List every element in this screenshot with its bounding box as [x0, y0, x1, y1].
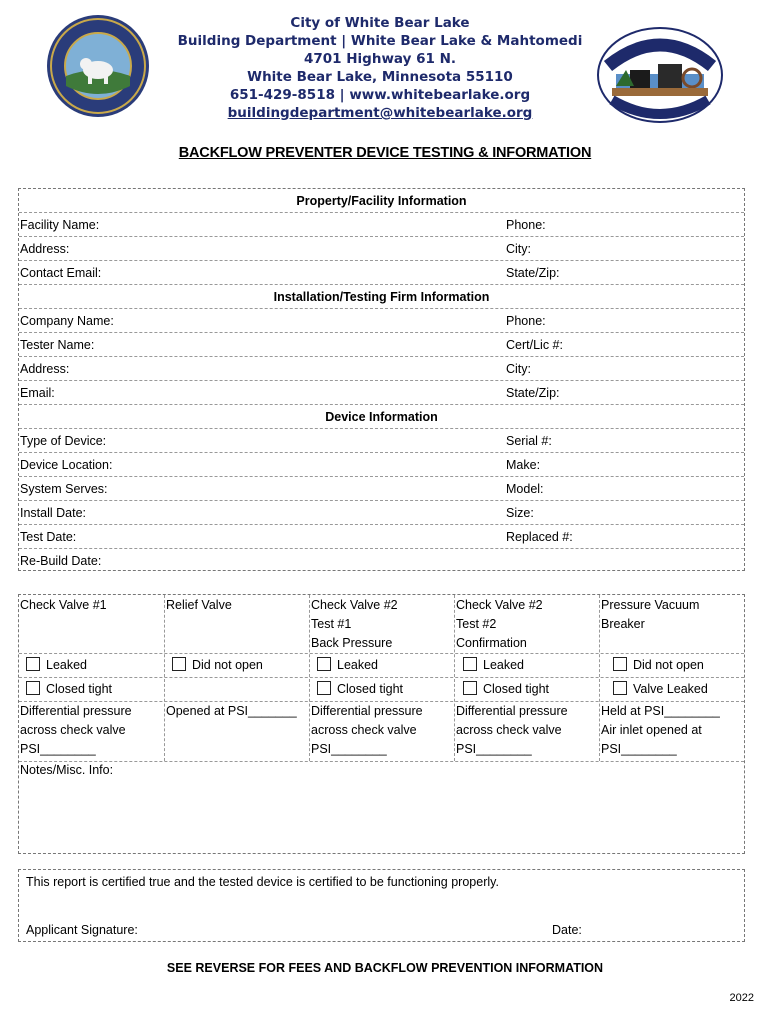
- city-contact-block: [170, 14, 590, 122]
- checkbox-label: Closed tight: [46, 682, 113, 696]
- checkbox-box[interactable]: [463, 657, 477, 671]
- pvb-header: [601, 596, 699, 634]
- checkbox-label: Leaked: [483, 658, 525, 672]
- serial-label: Serial #:: [506, 434, 552, 448]
- checkbox-label: Leaked: [337, 658, 379, 672]
- size-label: Size:: [506, 506, 534, 520]
- header-line: Breaker: [601, 617, 645, 631]
- header-line: Confirmation: [456, 636, 527, 650]
- field-line: Opened at PSI_______: [166, 704, 297, 718]
- system-serves-label: System Serves:: [20, 482, 108, 496]
- relief-valve-column: [165, 595, 310, 761]
- rebuild-date-label: Re-Build Date:: [20, 554, 102, 568]
- form-row[interactable]: [19, 261, 744, 285]
- street-address: 4701 Highway 61 N.: [303, 51, 457, 67]
- relief-valve-header: Relief Valve: [166, 598, 232, 612]
- form-row[interactable]: [19, 309, 744, 333]
- form-row[interactable]: [19, 333, 744, 357]
- city-seal-logo: [46, 14, 150, 118]
- phone-label: Phone:: [506, 314, 546, 328]
- form-row[interactable]: [19, 429, 744, 453]
- department-name: Building Department | White Bear Lake & Mahtomedi: [177, 33, 583, 49]
- signature-date-label[interactable]: Date:: [552, 923, 582, 937]
- checkbox-box[interactable]: [613, 657, 627, 671]
- notes-label[interactable]: Notes/Misc. Info:: [20, 763, 114, 777]
- field-line: PSI________: [311, 742, 387, 756]
- type-of-device-label: Type of Device:: [20, 434, 107, 448]
- information-form: [18, 188, 745, 571]
- checkbox-box[interactable]: [172, 657, 186, 671]
- rv-opened-at-field[interactable]: [166, 702, 297, 721]
- device-location-label: Device Location:: [20, 458, 113, 472]
- address-label: Address:: [20, 362, 70, 376]
- letterhead: [0, 12, 770, 124]
- checkbox-box[interactable]: [26, 657, 40, 671]
- company-name-label: Company Name:: [20, 314, 114, 328]
- pvb-pressure-field[interactable]: [601, 702, 720, 759]
- field-line: Differential pressure: [456, 704, 568, 718]
- cv2b-closed-tight-checkbox[interactable]: [463, 681, 549, 697]
- pvb-did-not-open-checkbox[interactable]: [613, 657, 704, 673]
- model-label: Model:: [506, 482, 544, 496]
- tester-name-label: Tester Name:: [20, 338, 95, 352]
- install-date-label: Install Date:: [20, 506, 87, 520]
- checkbox-box[interactable]: [317, 657, 331, 671]
- header-line: Check Valve #2: [311, 598, 398, 612]
- form-title: BACKFLOW PREVENTER DEVICE TESTING & INFORMATION: [178, 145, 592, 161]
- header-line: Back Pressure: [311, 636, 393, 650]
- header-line: Check Valve #2: [456, 598, 543, 612]
- certification-statement: This report is certified true and the tested device is certified to be functioning properly.: [26, 875, 499, 889]
- form-row[interactable]: [19, 501, 744, 525]
- form-row[interactable]: [19, 453, 744, 477]
- cv1-pressure-field[interactable]: [20, 702, 132, 759]
- cv2a-pressure-field[interactable]: [311, 702, 423, 759]
- header-line: Test #1: [311, 617, 352, 631]
- field-line: Held at PSI________: [601, 704, 720, 718]
- form-row[interactable]: [19, 357, 744, 381]
- certification-box: [18, 869, 745, 942]
- state-zip-label: State/Zip:: [506, 266, 560, 280]
- field-line: Differential pressure: [20, 704, 132, 718]
- header-line: Pressure Vacuum: [601, 598, 700, 612]
- form-year: 2022: [729, 992, 754, 1004]
- section-heading-device: Device Information: [19, 405, 744, 429]
- city-name: City of White Bear Lake: [290, 15, 470, 31]
- header-line: Test #2: [456, 617, 497, 631]
- cv2b-pressure-field[interactable]: [456, 702, 568, 759]
- divider: [19, 761, 744, 762]
- field-line: PSI________: [456, 742, 532, 756]
- checkbox-label: Valve Leaked: [633, 682, 708, 696]
- email-label: Email:: [20, 386, 55, 400]
- section-heading-firm: Installation/Testing Firm Information: [19, 285, 744, 309]
- state-zip-label: State/Zip:: [506, 386, 560, 400]
- field-line: across check valve: [20, 723, 126, 737]
- field-line: across check valve: [456, 723, 562, 737]
- form-row[interactable]: [19, 549, 744, 573]
- contact-email-label: Contact Email:: [20, 266, 102, 280]
- divider: [19, 653, 744, 654]
- valve-test-table: [18, 594, 745, 854]
- cv1-leaked-checkbox[interactable]: [26, 657, 87, 673]
- field-line: across check valve: [311, 723, 417, 737]
- cv1-closed-tight-checkbox[interactable]: [26, 681, 112, 697]
- form-row[interactable]: [19, 381, 744, 405]
- divider: [19, 677, 744, 678]
- phone-label: Phone:: [506, 218, 546, 232]
- checkbox-box[interactable]: [463, 681, 477, 695]
- checkbox-label: Leaked: [46, 658, 88, 672]
- form-row[interactable]: [19, 525, 744, 549]
- checkbox-label: Closed tight: [337, 682, 404, 696]
- form-row[interactable]: [19, 237, 744, 261]
- cert-lic-label: Cert/Lic #:: [506, 338, 563, 352]
- reverse-side-note: SEE REVERSE FOR FEES AND BACKFLOW PREVENTION INFORMATION: [166, 961, 604, 975]
- phone-website: 651-429-8518 | www.whitebearlake.org: [229, 87, 531, 103]
- mahtomedi-logo: [596, 26, 724, 124]
- department-email-link[interactable]: buildingdepartment@whitebearlake.org: [227, 105, 533, 121]
- field-line: Differential pressure: [311, 704, 423, 718]
- cv2a-closed-tight-checkbox[interactable]: [317, 681, 403, 697]
- replaced-label: Replaced #:: [506, 530, 573, 544]
- city-label: City:: [506, 242, 531, 256]
- check-valve-2-test1-header: [311, 596, 398, 653]
- check-valve-2-test2-header: [456, 596, 543, 653]
- form-row[interactable]: [19, 213, 744, 237]
- pvb-valve-leaked-checkbox[interactable]: [613, 681, 708, 697]
- cv2a-leaked-checkbox[interactable]: [317, 657, 378, 673]
- checkbox-label: Did not open: [633, 658, 704, 672]
- cv2b-leaked-checkbox[interactable]: [463, 657, 524, 673]
- checkbox-label: Closed tight: [483, 682, 550, 696]
- section-heading-property: Property/Facility Information: [19, 189, 744, 213]
- field-line: PSI________: [20, 742, 96, 756]
- checkbox-label: Did not open: [192, 658, 263, 672]
- check-valve-1-header: Check Valve #1: [20, 598, 107, 612]
- checkbox-box[interactable]: [26, 681, 40, 695]
- field-line: PSI________: [601, 742, 677, 756]
- checkbox-box[interactable]: [613, 681, 627, 695]
- field-line: Air inlet opened at: [601, 723, 702, 737]
- make-label: Make:: [506, 458, 541, 472]
- city-state-zip: White Bear Lake, Minnesota 55110: [247, 69, 513, 85]
- checkbox-box[interactable]: [317, 681, 331, 695]
- address-label: Address:: [20, 242, 70, 256]
- test-date-label: Test Date:: [20, 530, 77, 544]
- rv-did-not-open-checkbox[interactable]: [172, 657, 263, 673]
- city-label: City:: [506, 362, 531, 376]
- form-row[interactable]: [19, 477, 744, 501]
- facility-name-label: Facility Name:: [20, 218, 100, 232]
- applicant-signature-label[interactable]: Applicant Signature:: [26, 923, 138, 937]
